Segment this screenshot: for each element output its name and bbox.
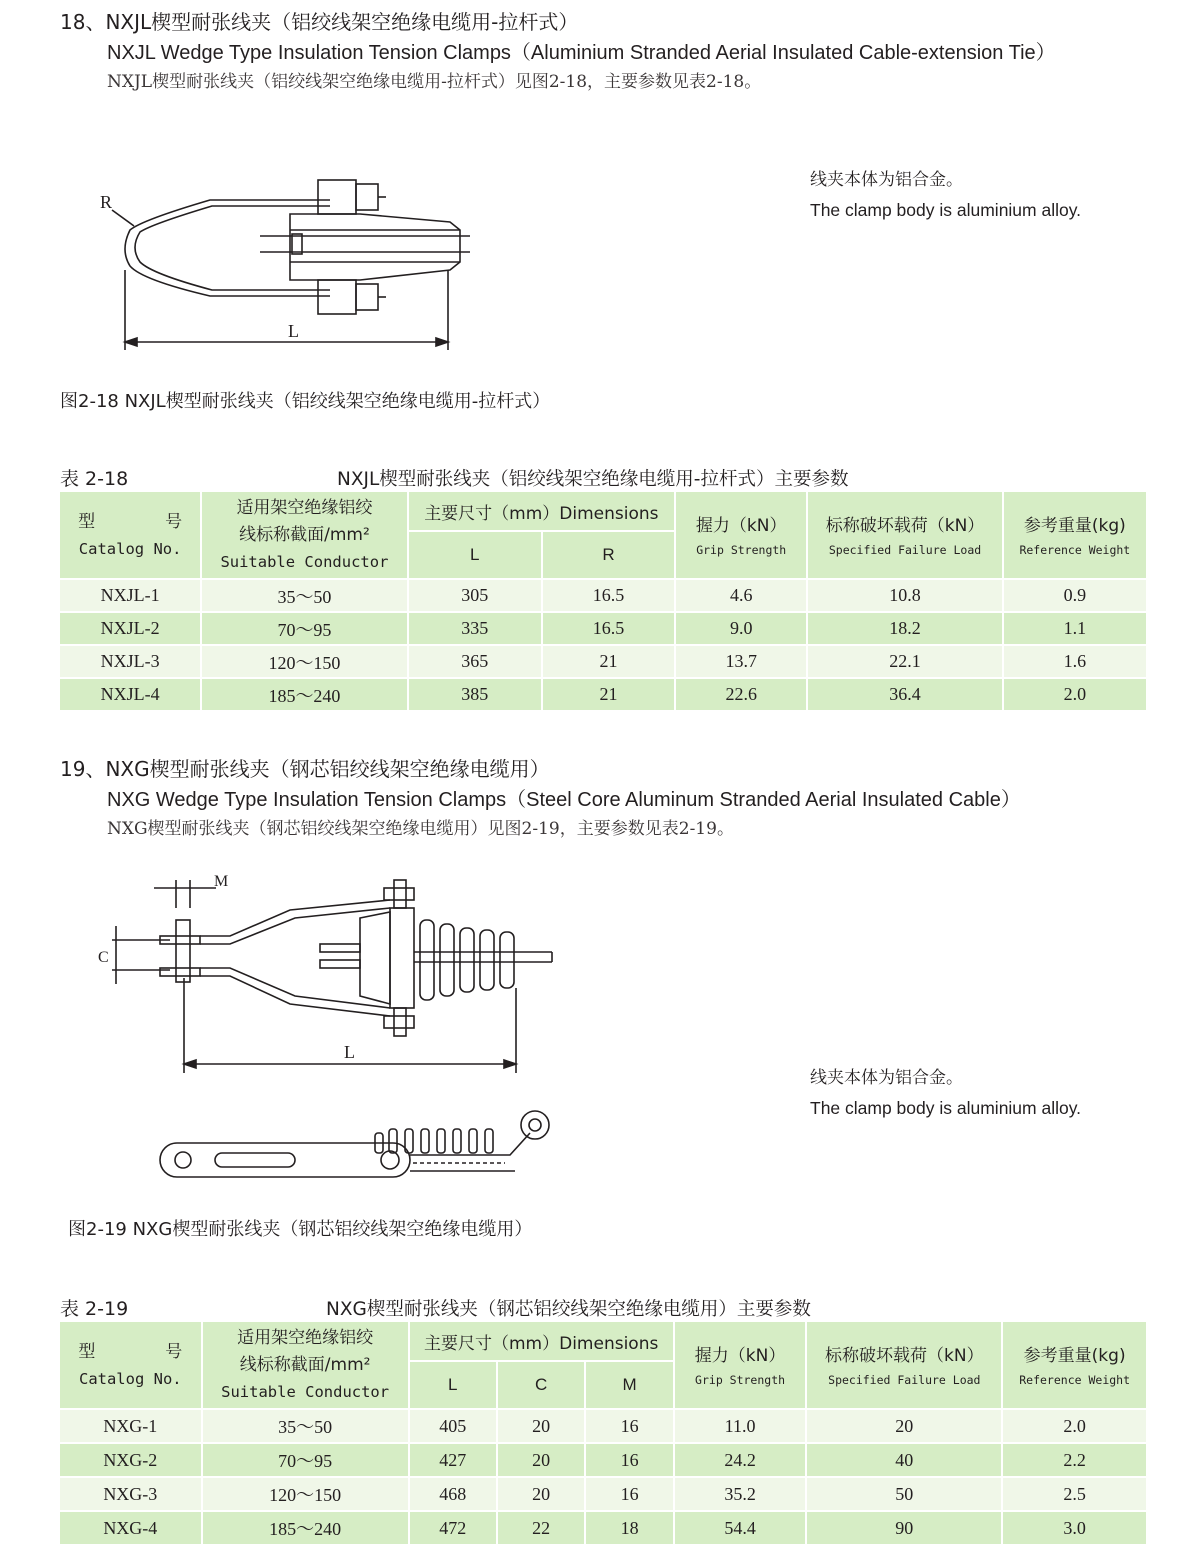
table-2-19 <box>58 1320 1148 1546</box>
section-19-note-en: The clamp body is aluminium alloy. <box>810 1098 1082 1118</box>
cell: 305 <box>409 580 541 611</box>
header-dim-l: L <box>409 532 541 578</box>
table-row <box>60 1410 1146 1442</box>
cell: 120～150 <box>202 646 406 677</box>
header-dim-m: M <box>586 1362 672 1408</box>
section-19-description: NXG楔型耐张线夹（钢芯铝绞线架空绝缘电缆用）见图2-19，主要参数见表2-19。 <box>107 819 734 839</box>
cell: 90 <box>807 1512 1001 1544</box>
table-row <box>60 580 1146 611</box>
figure-2-19-side-view <box>155 1105 565 1185</box>
section-18-title-en: NXJL Wedge Type Insulation Tension Clamps（Aluminium Stranded Aerial Insulated Cable-extension Tie） <box>107 42 1056 64</box>
cell: 70～95 <box>203 1444 408 1476</box>
cell: NXJL-3 <box>60 646 200 677</box>
figure-label-m: M <box>214 873 229 890</box>
header-weight <box>1004 492 1146 578</box>
cell: 472 <box>410 1512 496 1544</box>
cell: 3.0 <box>1003 1512 1146 1544</box>
cell: 16 <box>586 1444 672 1476</box>
header-weight <box>1003 1322 1146 1408</box>
header-conductor-cn2: 线标称截面/mm² <box>239 524 370 545</box>
table-2-19-title: NXG楔型耐张线夹（钢芯铝绞线架空绝缘电缆用）主要参数 <box>326 1299 811 1320</box>
cell: 2.0 <box>1003 1410 1146 1442</box>
cell: 40 <box>807 1444 1001 1476</box>
figure-label-r: R <box>100 192 113 212</box>
cell: 11.0 <box>675 1410 806 1442</box>
cell: 1.6 <box>1004 646 1146 677</box>
header-failure-en: Specified Failure Load <box>828 543 982 557</box>
cell: 16.5 <box>543 613 674 644</box>
figure-label-c: C <box>98 949 109 966</box>
cell: 2.2 <box>1003 1444 1146 1476</box>
header-grip-en: Grip Strength <box>696 543 787 557</box>
cell: 22 <box>498 1512 584 1544</box>
figure-2-19-drawing <box>90 868 560 1078</box>
cell: 35～50 <box>202 580 406 611</box>
header-failure-en: Specified Failure Load <box>828 1373 981 1387</box>
table-row <box>60 646 1146 677</box>
cell: 185～240 <box>203 1512 408 1544</box>
header-dim-r: R <box>543 532 674 578</box>
header-failure-cn: 标称破坏载荷（kN） <box>825 1346 984 1366</box>
header-grip-cn: 握力（kN） <box>694 1346 786 1366</box>
cell: 0.9 <box>1004 580 1146 611</box>
cell: 9.0 <box>676 613 806 644</box>
section-18-title: 18、NXJL楔型耐张线夹（铝绞线架空绝缘电缆用-拉杆式） <box>60 10 579 34</box>
header-grip-cn: 握力（kN） <box>695 516 787 536</box>
header-grip-en: Grip Strength <box>695 1373 786 1387</box>
cell: 405 <box>410 1410 496 1442</box>
cell: 365 <box>409 646 541 677</box>
section-19-title: 19、NXG楔型耐张线夹（钢芯铝绞线架空绝缘电缆用） <box>60 757 550 781</box>
table-2-18-title: NXJL楔型耐张线夹（铝绞线架空绝缘电缆用-拉杆式）主要参数 <box>337 469 849 490</box>
header-conductor <box>202 492 406 578</box>
cell: 20 <box>498 1478 584 1510</box>
header-catalog-cn: 型 号 <box>78 1341 183 1362</box>
cell: 22.6 <box>676 679 806 710</box>
cell: 20 <box>807 1410 1001 1442</box>
cell: 468 <box>410 1478 496 1510</box>
figure-2-19-caption: 图2-19 NXG楔型耐张线夹（钢芯铝绞线架空绝缘电缆用） <box>68 1219 533 1240</box>
header-conductor-cn1: 适用架空绝缘铝绞 <box>237 1327 374 1348</box>
figure-label-l: L <box>288 321 299 341</box>
table-row <box>60 679 1146 710</box>
cell: NXG-2 <box>60 1444 201 1476</box>
cell: 16.5 <box>543 580 674 611</box>
header-conductor <box>203 1322 408 1408</box>
section-18-note-en: The clamp body is aluminium alloy. <box>810 200 1082 220</box>
header-catalog-en: Catalog No. <box>78 1369 182 1388</box>
header-conductor-cn1: 适用架空绝缘铝绞 <box>236 497 373 518</box>
header-failure-cn: 标称破坏载荷（kN） <box>825 516 985 536</box>
header-catalog-no <box>60 1322 201 1408</box>
section-19-note-cn: 线夹本体为铝合金。 <box>810 1068 963 1088</box>
cell: 120～150 <box>203 1478 408 1510</box>
cell: 1.1 <box>1004 613 1146 644</box>
header-grip <box>675 1322 806 1408</box>
cell: NXJL-2 <box>60 613 200 644</box>
header-dim-c: C <box>498 1362 584 1408</box>
header-catalog-no <box>60 492 200 578</box>
header-weight-en: Reference Weight <box>1019 543 1131 557</box>
table-2-19-label: 表 2-19 <box>60 1298 129 1320</box>
section-18-note-cn: 线夹本体为铝合金。 <box>810 170 963 190</box>
header-catalog-en: Catalog No. <box>78 539 182 558</box>
header-conductor-en: Suitable Conductor <box>221 1382 390 1401</box>
cell: 385 <box>409 679 541 710</box>
header-failure-load <box>808 492 1001 578</box>
section-19-title-en: NXG Wedge Type Insulation Tension Clamps（Steel Core Aluminum Stranded Aerial Insulated Cable） <box>107 789 1021 811</box>
table-row <box>60 1512 1146 1544</box>
cell: NXG-4 <box>60 1512 201 1544</box>
cell: 16 <box>586 1478 672 1510</box>
cell: 21 <box>543 646 674 677</box>
cell: 4.6 <box>676 580 806 611</box>
header-catalog-cn: 型 号 <box>78 511 183 532</box>
header-dimensions: 主要尺寸（mm）Dimensions <box>409 492 674 530</box>
table-row <box>60 1444 1146 1476</box>
cell: 13.7 <box>676 646 806 677</box>
cell: 20 <box>498 1444 584 1476</box>
cell: 35～50 <box>203 1410 408 1442</box>
header-failure-load <box>807 1322 1001 1408</box>
cell: 70～95 <box>202 613 406 644</box>
table-row <box>60 1478 1146 1510</box>
header-conductor-cn2: 线标称截面/mm² <box>239 1354 371 1375</box>
header-conductor-en: Suitable Conductor <box>220 552 389 571</box>
table-2-18 <box>58 490 1148 712</box>
figure-label-l: L <box>344 1042 355 1062</box>
cell: 21 <box>543 679 674 710</box>
cell: NXJL-1 <box>60 580 200 611</box>
cell: 335 <box>409 613 541 644</box>
section-18-description: NXJL楔型耐张线夹（铝绞线架空绝缘电缆用-拉杆式）见图2-18，主要参数见表2-18。 <box>107 72 762 92</box>
table-row <box>60 613 1146 644</box>
cell: 36.4 <box>808 679 1001 710</box>
cell: 18.2 <box>808 613 1001 644</box>
cell: 54.4 <box>675 1512 806 1544</box>
figure-2-18-drawing <box>90 170 470 360</box>
cell: 2.0 <box>1004 679 1146 710</box>
header-grip <box>676 492 806 578</box>
table-2-18-label: 表 2-18 <box>60 468 129 490</box>
cell: 427 <box>410 1444 496 1476</box>
header-weight-en: Reference Weight <box>1019 1373 1131 1387</box>
cell: 2.5 <box>1003 1478 1146 1510</box>
cell: 18 <box>586 1512 672 1544</box>
header-dimensions: 主要尺寸（mm）Dimensions <box>410 1322 673 1360</box>
cell: NXG-1 <box>60 1410 201 1442</box>
cell: 16 <box>586 1410 672 1442</box>
cell: 185～240 <box>202 679 406 710</box>
header-dim-l: L <box>410 1362 496 1408</box>
header-weight-cn: 参考重量(kg) <box>1023 516 1126 536</box>
figure-2-18-caption: 图2-18 NXJL楔型耐张线夹（铝绞线架空绝缘电缆用-拉杆式） <box>60 391 551 412</box>
cell: NXJL-4 <box>60 679 200 710</box>
header-weight-cn: 参考重量(kg) <box>1023 1346 1126 1366</box>
cell: 10.8 <box>808 580 1001 611</box>
cell: 50 <box>807 1478 1001 1510</box>
cell: 20 <box>498 1410 584 1442</box>
cell: 35.2 <box>675 1478 806 1510</box>
cell: 22.1 <box>808 646 1001 677</box>
cell: NXG-3 <box>60 1478 201 1510</box>
cell: 24.2 <box>675 1444 806 1476</box>
